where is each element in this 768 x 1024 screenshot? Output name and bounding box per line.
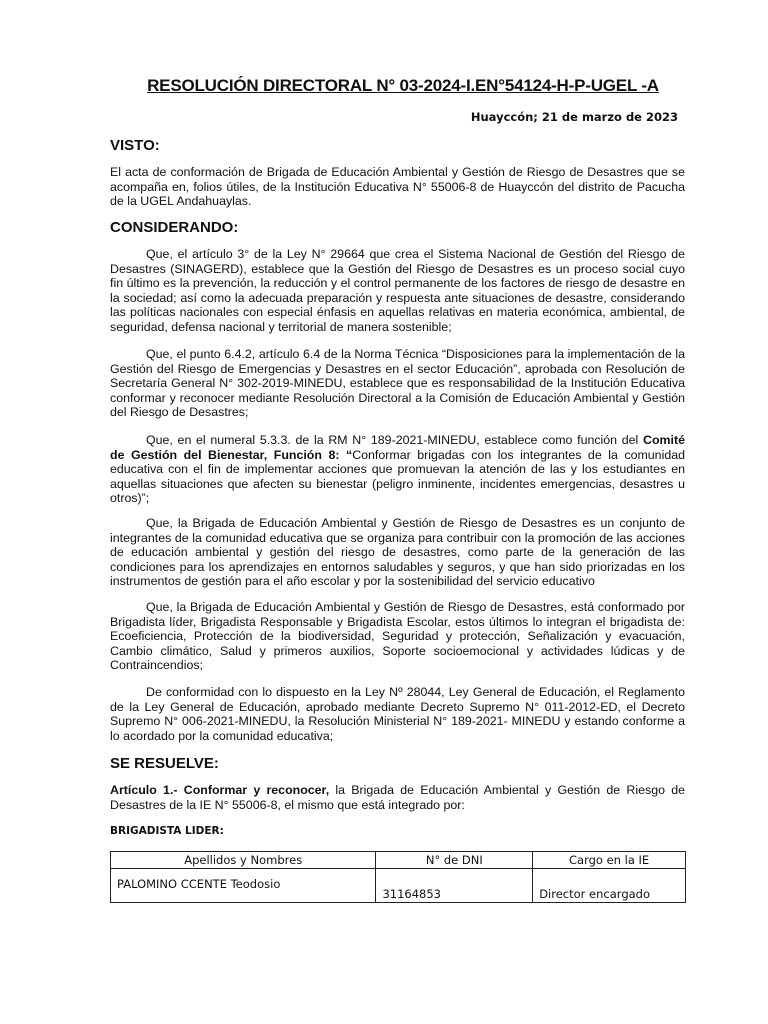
cell-dni: 31164853 [376,869,533,903]
resolution-date: Huayccón; 21 de marzo de 2023 [470,110,678,124]
cell-name: PALOMINO CCENTE Teodosio [111,869,376,903]
resolution-title: RESOLUCIÓN DIRECTORAL N° 03-2024-I.EN°54124-H-P-UGEL -A [147,76,659,95]
considerando-paragraph-4: Que, la Brigada de Educación Ambiental y Gestión de Riesgo de Desastres es un conjunto de integrantes de la comunidad educativa que se organiza para contribuir con la promoción de las acciones de educación ambiental y gestión del riesgo de desastres, como parte de la generación de las condiciones para los aprendizajes en entornos saludables y seguros, y que han sido priorizadas en los instrumentos de gestión para el año escolar y por la sostenibilidad del servicio educativo [110,516,685,588]
considerando-heading: CONSIDERANDO: [110,219,239,236]
table-row [111,869,686,903]
considerando-paragraph-5: Que, la Brigada de Educación Ambiental y Gestión de Riesgo de Desastres, está conformado por Brigadista líder, Brigadista Responsable y Brigadista Escolar, estos últimos lo integran el brigadista de: Ecoeficiencia, Protección de la biodiversidad, Seguridad y protección, Señalización y evacuación, Cambio climático, Salud y primeros auxilios, Soporte socioemocional y actividades lúdicas y de Contraincendios; [110,600,685,672]
brigadista-table [110,851,686,903]
column-header-cargo: Cargo en la IE [533,852,686,869]
considerando-paragraph-2: Que, el punto 6.4.2, artículo 6.4 de la Norma Técnica “Disposiciones para la implementación de la Gestión del Riesgo de Emergencias y Desastres en el sector Educación”, aprobada con Resolución de Secretaría General N° 302-2019-MINEDU, establece que es responsabilidad de la Institución Educativa conformar y reconocer mediante Resolución Directoral a la Comisión de Educación Ambiental y Gestión del Riesgo de Desastres; [110,347,685,419]
visto-heading: VISTO: [110,137,160,154]
column-header-dni: N° de DNI [376,852,533,869]
considerando-paragraph-3 [110,433,685,506]
brigadista-lider-heading: BRIGADISTA LIDER: [110,825,224,837]
articulo-1-label: Artículo 1.- Conformar y reconocer, [110,783,330,797]
p3-bold-function: Comité de Gestión del Bienestar, Función 8: “ [110,433,685,462]
articulo-1-paragraph [110,783,685,812]
articulo-1-text: la Brigada de Educación Ambiental y Gestión de Riesgo de Desastres de la IE N° 55006-8, el mismo que está integrado por: [110,783,685,812]
se-resuelve-heading: SE RESUELVE: [110,755,219,772]
p3-intro: Que, en el numeral 5.3.3. de la RM N° 189-2021-MINEDU, establece como función del [146,433,643,447]
visto-paragraph: El acta de conformación de Brigada de Educación Ambiental y Gestión de Riesgo de Desastres que se acompaña en, folios útiles, de la Institución Educativa N° 55006-8 de Huayccón del distrito de Pacucha de la UGEL Andahuaylas. [110,165,685,208]
table-header-row [111,852,686,869]
considerando-paragraph-6: De conformidad con lo dispuesto en la Ley Nº 28044, Ley General de Educación, el Reglamento de la Ley General de Educación, aprobado mediante Decreto Supremo N° 011-2012-ED, el Decreto Supremo N° 006-2021-MINEDU, la Resolución Ministerial N° 189-2021- MINEDU y estando conforme a lo acordado por la comunidad educativa; [110,685,685,743]
column-header-name: Apellidos y Nombres [111,852,376,869]
cell-cargo: Director encargado [533,869,686,903]
considerando-paragraph-1: Que, el artículo 3° de la Ley N° 29664 que crea el Sistema Nacional de Gestión del Riesgo de Desastres (SINAGERD), establece que la Gestión del Riesgo de Desastres es un proceso social cuyo fin último es la prevención, la reducción y el control permanente de los factores de riesgo de desastre en la sociedad; así como la adecuada preparación y respuesta ante situaciones de desastre, considerando las políticas nacionales con especial énfasis en aquellas relativas en materia económica, ambiental, de seguridad, defensa nacional y territorial de manera sostenible; [110,247,685,334]
p3-quote: Conformar brigadas con los integrantes de la comunidad educativa con el fin de implementar acciones que promuevan la atención de las y los estudiantes en aquellas situaciones que afecten su bienestar (peligro inminente, incidentes emergencias, desastres u otros)”; [110,447,685,505]
